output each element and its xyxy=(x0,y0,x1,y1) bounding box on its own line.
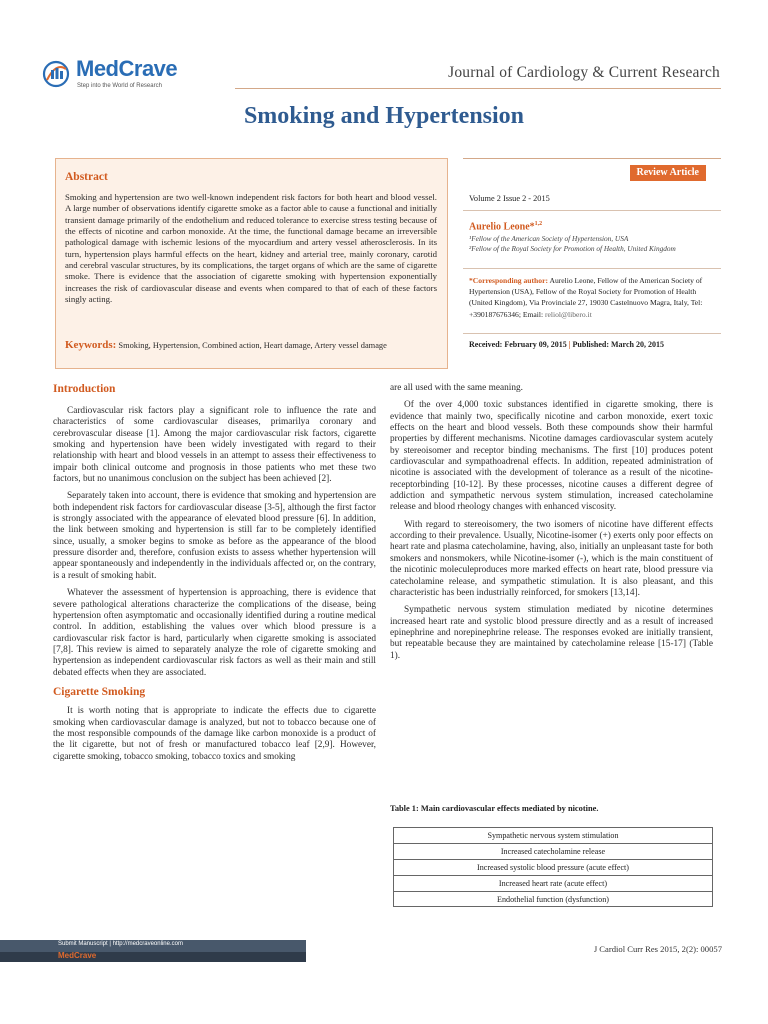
info-divider xyxy=(463,210,721,211)
logo-tagline: Step into the World of Research xyxy=(77,83,162,89)
affiliation-2: ²Fellow of the Royal Society for Promotion of Health, United Kingdom xyxy=(469,244,676,253)
footer-logo: MedCrave xyxy=(58,951,97,960)
article-type-badge: Review Article xyxy=(630,165,706,181)
keywords-label: Keywords: xyxy=(65,339,117,351)
logo-text: MedCrave xyxy=(76,56,178,81)
paragraph: Separately taken into account, there is evidence that smoking and hypertension are both independent risk factors for cardiovascular disease [3-5], although the first factor is strongly associated with the appearance of elevated blood pressure [6]. In addition, the link between smoking and hypertension is still far to be completely identified since, usually, a smoker begins to smoke as before as the appearance of the blood pressure disorder and, therefore, confusion exists to assess whether hypertension will appear spontaneously and independently in the individuals affected or, on the contrary, is a result of smoking habit. xyxy=(53,491,376,581)
submit-manuscript-link[interactable]: Submit Manuscript | http://medcraveonline.com xyxy=(58,941,183,947)
header-divider xyxy=(235,88,721,89)
journal-title: Journal of Cardiology & Current Research xyxy=(448,64,720,81)
corresponding-text: Aurelio Leone, Fellow of the American Society of Hypertension (USA), Fellow of the Royal Society for Promotion of Health (United Kingdom), Via Provinciale 27, 19030 Castelnuovo Magra, Italy, Tel: +390187676346; Email: xyxy=(469,276,703,319)
volume-issue: Volume 2 Issue 2 - 2015 xyxy=(469,194,550,203)
medcrave-logo-icon xyxy=(42,60,72,88)
corresponding-label: *Corresponding author: xyxy=(469,276,548,285)
table-row xyxy=(394,875,713,891)
table-cell: Increased heart rate (acute effect) xyxy=(394,875,713,891)
corresponding-email[interactable]: reliol@libero.it xyxy=(545,309,592,319)
paragraph: Cardiovascular risk factors play a significant role to influence the rate and characteristics of some cardiovascular diseases, primarilya coronary and cerebrovascular disease [1]. Among the major cardiovascular risk factors, cigarette smoking and hypertension have been widely investigated with regard to their relationship with heart and blood vessels in an attempt to assess their effectiveness to impair both clinical outcome and prognosis in those patients who met these two factors, but no unanimous conclusion on the subject has been achieved [2]. xyxy=(53,406,376,485)
paragraph: It is worth noting that is appropriate to indicate the effects due to cigarette smoking when cardiovascular damage is analyzed, but not to tobacco because one of the most responsible compounds of the damage like carbon monoxide is a product of the lit cigarette, but not of fresh or manufactured tobacco leaf [2,9]. However, cigarette smoking, tobacco smoking, tobacco toxics and smoking xyxy=(53,706,376,762)
received-date: Received: February 09, 2015 xyxy=(469,340,567,349)
article-dates xyxy=(469,340,664,349)
article-title: Smoking and Hypertension xyxy=(243,103,525,129)
table-row xyxy=(394,843,713,859)
author-sup: 1,2 xyxy=(534,221,543,227)
table-cell: Sympathetic nervous system stimulation xyxy=(394,828,713,844)
corresponding-author xyxy=(469,275,714,320)
table-cell: Endothelial function (dysfunction) xyxy=(394,891,713,907)
section-heading-introduction: Introduction xyxy=(53,383,116,395)
table-row xyxy=(394,891,713,907)
abstract-heading: Abstract xyxy=(65,171,108,183)
info-divider xyxy=(463,333,721,334)
table-row xyxy=(394,828,713,844)
table-cell: Increased catecholamine release xyxy=(394,843,713,859)
info-top-divider xyxy=(463,158,721,159)
table-cell: Increased systolic blood pressure (acute effect) xyxy=(394,859,713,875)
paragraph: Whatever the assessment of hypertension is approaching, there is evidence that severe pathological alterations characterize the complications of the disease, being hypertension often asymptomatic and occasionally identified during a routine medical control. In addition, establishing the values over which blood pressure is a cardiovascular risk factor is hard, particularly when cigarette smoking is associated [7,8]. This review is aimed to separately analyze the role of cigarette smoking and hypertension as independent cardiovascular risk factors as well as their main and still debated effects when they are associated. xyxy=(53,588,376,678)
table-row xyxy=(394,859,713,875)
date-separator: | xyxy=(568,340,571,349)
published-date: Published: March 20, 2015 xyxy=(572,340,664,349)
publisher-logo[interactable] xyxy=(42,58,202,94)
effects-table xyxy=(393,827,713,907)
body-column-right xyxy=(390,383,713,668)
author-name xyxy=(469,221,542,232)
keywords-text: Smoking, Hypertension, Combined action, Heart damage, Artery vessel damage xyxy=(118,341,387,350)
table-caption: Table 1: Main cardiovascular effects mediated by nicotine. xyxy=(390,804,599,813)
body-column-left xyxy=(53,406,376,769)
author-name-text: Aurelio Leone* xyxy=(469,221,535,233)
paragraph: are all used with the same meaning. xyxy=(390,383,523,393)
citation: J Cardiol Curr Res 2015, 2(2): 00057 xyxy=(593,944,722,954)
section-heading-cigarette-smoking: Cigarette Smoking xyxy=(53,685,146,698)
keywords xyxy=(65,340,437,351)
affiliation-1: ¹Fellow of the American Society of Hypertension, USA xyxy=(469,234,629,243)
info-divider xyxy=(463,268,721,269)
abstract-text: Smoking and hypertension are two well-known independent risk factors for both heart and blood vessel. A large number of observations identify cigarette smoke as a factor able to cause a functional and initially transient damage primarily of the endothelium and reduced tolerance to exercise stress testing because of the effects of nicotine and carbon monoxide. At the time, the functional damage became an irreversible pathological damage with ischemic lesions of the myocardium and artery vessel atherosclerosis. In its turn, hypertension plays harmful effects on the heart, kidney and arterial tree, mainly coronary, carotid and cerebral vascular structures, by its complications, the target organs of which are the same of cigarette smoke. There is evidence that the association of cigarette smoking with hypertension exponentially increases the risk of cardiovascular disease and events when compared to that of each of these factors singly acting. xyxy=(65,192,437,305)
paragraph: With regard to stereoisomery, the two isomers of nicotine have different effects according to their prevalence. Usually, Nicotine-isomer (+) exerts only poor effects on heart rate and plasma catecholamine, having, also, initially an unpleasant taste for both smokers and nonsmokers, while Nicotine-isomer (-), which is the main constituent of the nicotinic moleculeproduces more marked effects on heart rate, blood pressure via catecholamine release, and sympathetic stimulation. It is also pleasant, and this characteristic has been industrially reinforced, for smokers [13,14]. xyxy=(390,519,713,598)
paragraph: Sympathetic nervous system stimulation mediated by nicotine determines increased heart rate and systolic blood pressure directly and as a result of increased epinephrine and norepinephrine release. The responses evoked are initially transient, but repeatable because they are maintained by catecholamine release [15-17] (Table 1). xyxy=(390,605,713,661)
paragraph: Of the over 4,000 toxic substances identified in cigarette smoking, there is evidence that mainly two, specifically nicotine and carbon monoxide, exert toxic effects on the heart and blood vessels. Both these compounds show their harmful properties by different mechanisms. Nicotine damages cardiovascular system acutely by stereoisomer and receptor binding mechanisms. The first [10] produces potent cardiovascular and sympathoadrenal effects. In addition, repeated administration of nicotine is associated with the development of tolerance as a result of the nicotine-receptorbinding [10-12]. By these processes, nicotine causes a different degree of addiction and sympathetic nervous system stimulation, increased catecholamine release and blood rheology changes with enhanced viscosity. xyxy=(390,400,713,513)
